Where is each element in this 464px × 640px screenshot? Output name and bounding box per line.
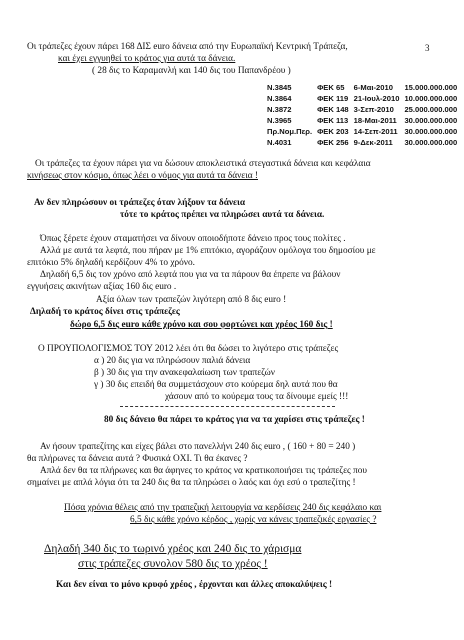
amount-cell: 25.000.000.000: [404, 105, 458, 114]
law-cell: N.3864: [267, 94, 292, 103]
paragraph-how-many-years-1: Πόσα χρόνια θέλεις από την τραπεζική λειτουργία να κερδίσεις 240 δις κεφάλαιο και: [64, 503, 382, 513]
paragraph-nationalize-2: σημαίνει με απλά λόγια ότι τα 240 δις θα τα πληρώσει ο λαός και όχι εσύ ο τραπεζίτης !: [27, 478, 356, 488]
law-cell: N.3872: [267, 105, 292, 114]
paragraph-banker-2: θα πλήρωνες τα δάνεια αυτά ? Φυσικά ΟΧΙ. Τι θα έκανες ?: [27, 454, 248, 464]
fek-cell: ΦΕΚ 113: [317, 116, 349, 125]
budget-item-b: β ) 30 δις για την ανακεφαλαίωση των τραπεζών: [94, 368, 275, 378]
amount-cell: 30.000.000.000: [404, 127, 458, 136]
paragraph-state-gives: Δηλαδή το κράτος δίνει στις τράπεζες: [30, 307, 180, 317]
paragraph-bonds-2: επιτόκιο 5% δηλαδή κερδίζουν 4% το χρόνο.: [27, 258, 195, 268]
page-number: 3: [425, 43, 430, 53]
paragraph-state-guarantee: και έχει εγγυηθεί το κράτος για αυτά τα δάνεια.: [58, 54, 236, 64]
date-cell: 18-Μαι-2011: [353, 116, 397, 125]
paragraph-stopped-loans: Όπως ξέρετε έχουν σταματήσει να δίνουν οποιοδήποτε δάνειο προς τους πολίτες .: [40, 234, 346, 244]
laws-row: [267, 137, 457, 148]
amount-cell: 30.000.000.000: [404, 138, 458, 147]
paragraph-how-many-years-2: 6,5 δις κάθε χρόνο κέρδος , χωρίς να κάνεις τραπεζικές εργασίες ?: [130, 515, 377, 525]
closing-line: Και δεν είναι το μόνο κρυφό χρέος , έρχονται και άλλες αποκαλύψεις !: [56, 580, 333, 590]
paragraph-banker-1: Αν ήσουν τραπεζίτης και είχες βάλει στο πανελλήνι 240 δις euro , ( 160 + 80 = 240 ): [40, 442, 356, 452]
laws-row: [267, 115, 457, 126]
paragraph-profit-2: εγγυήσεις ακινήτων αξίας 160 δις euro .: [27, 282, 177, 292]
date-cell: 6-Μαι-2010: [353, 83, 393, 92]
heading-state-pays: τότε το κράτος πρέπει να πληρώσει αυτά τα δάνεια.: [120, 210, 325, 220]
budget-item-a: α ) 20 δις για να πληρώσουν παλιά δάνεια: [94, 356, 251, 366]
date-cell: 21-Ιουλ-2010: [353, 94, 400, 103]
law-cell: N.3965: [267, 116, 292, 125]
fek-cell: ΦΕΚ 148: [317, 105, 349, 114]
law-cell: N.3845: [267, 83, 292, 92]
laws-row: [267, 126, 457, 137]
law-cell: Πρ.Νομ.Περ.: [267, 127, 313, 136]
date-cell: 3-Σεπ-2010: [353, 105, 394, 114]
laws-row: [267, 93, 457, 104]
fek-cell: ΦΕΚ 65: [317, 83, 345, 92]
paragraph-split: ( 28 δις το Καραμανλή και 140 δις του Παπανδρέου ): [92, 66, 291, 76]
budget-item-c: γ ) 30 δις επειδή θα συμμετάσχουν στο κούρεμα δηλ αυτά που θα: [94, 380, 338, 390]
heading-if-not-paid: Αν δεν πληρώσουν οι τράπεζες όταν λήξουν τα δάνεια: [34, 198, 246, 208]
laws-row: [267, 82, 457, 93]
laws-row: [267, 104, 457, 115]
law-cell: N.4031: [267, 138, 292, 147]
paragraph-profit-1: Δηλαδή 6,5 δις τον χρόνο από λεφτά που για να τα πάρουν θα έπρεπε να βάλουν: [40, 270, 341, 280]
paragraph-ecb-loans: Οι τράπεζες έχουν πάρει 168 ΔΙΣ euro δάνεια από την Ευρωπαϊκή Κεντρική Τράπεζα,: [27, 42, 348, 52]
amount-cell: 15.000.000.000: [404, 83, 458, 92]
paragraph-nationalize-1: Απλά δεν θα τα πλήρωνες και θα άφηνες το κράτος να κρατικοποιήσει τις τράπεζες που: [40, 466, 368, 476]
date-cell: 14-Σεπ-2011: [353, 127, 398, 136]
laws-table: [267, 82, 457, 148]
amount-cell: 30.000.000.000: [404, 116, 458, 125]
paragraph-gift: δώρο 6,5 δις euro κάθε χρόνο και σου φορτώνει και χρέος 160 δις !: [70, 320, 333, 330]
budget-item-c-cont: χάσουν από το κούρεμα τους τα δίνουμε εμείς !!!: [165, 392, 349, 402]
fek-cell: ΦΕΚ 119: [317, 94, 349, 103]
date-cell: 9-Δεκ-2011: [353, 138, 393, 147]
paragraph-purpose-2: κινήσεως στον κόσμο, όπως λέει ο νόμος για αυτά τα δάνεια !: [27, 171, 259, 181]
paragraph-bank-value: Αξία όλων των τραπεζών λιγότερη από 8 δις euro !: [96, 295, 287, 305]
separator-dashes: [120, 406, 335, 407]
fek-cell: ΦΕΚ 256: [317, 138, 349, 147]
paragraph-80bn: 80 δις δάνειο θα πάρει το κράτος για να τα χαρίσει στις τράπεζες !: [104, 415, 365, 425]
paragraph-purpose-1: Οι τράπεζες τα έχουν πάρει για να δώσουν αποκλειστικά στεγαστικά δάνεια και κεφάλαια: [35, 159, 371, 169]
fek-cell: ΦΕΚ 203: [317, 127, 349, 136]
summary-debt-1: Δηλαδή 340 δις το τωρινό χρέος και 240 δις το χάρισμα: [44, 543, 302, 555]
paragraph-budget: Ο ΠΡΟΥΠΟΛΟΓΙΣΜΟΣ ΤΟΥ 2012 λέει ότι θα δώσει το λιγότερο στις τράπεζες: [38, 344, 339, 354]
paragraph-bonds-1: Αλλά με αυτά τα λεφτά, που πήραν με 1% επιτόκιο, αγοράζουν ομόλογα του δημοσίου με: [40, 246, 376, 256]
amount-cell: 10.000.000.000: [404, 94, 458, 103]
summary-debt-2: στις τράπεζες συνολον 580 δις το χρέος !: [78, 558, 268, 570]
